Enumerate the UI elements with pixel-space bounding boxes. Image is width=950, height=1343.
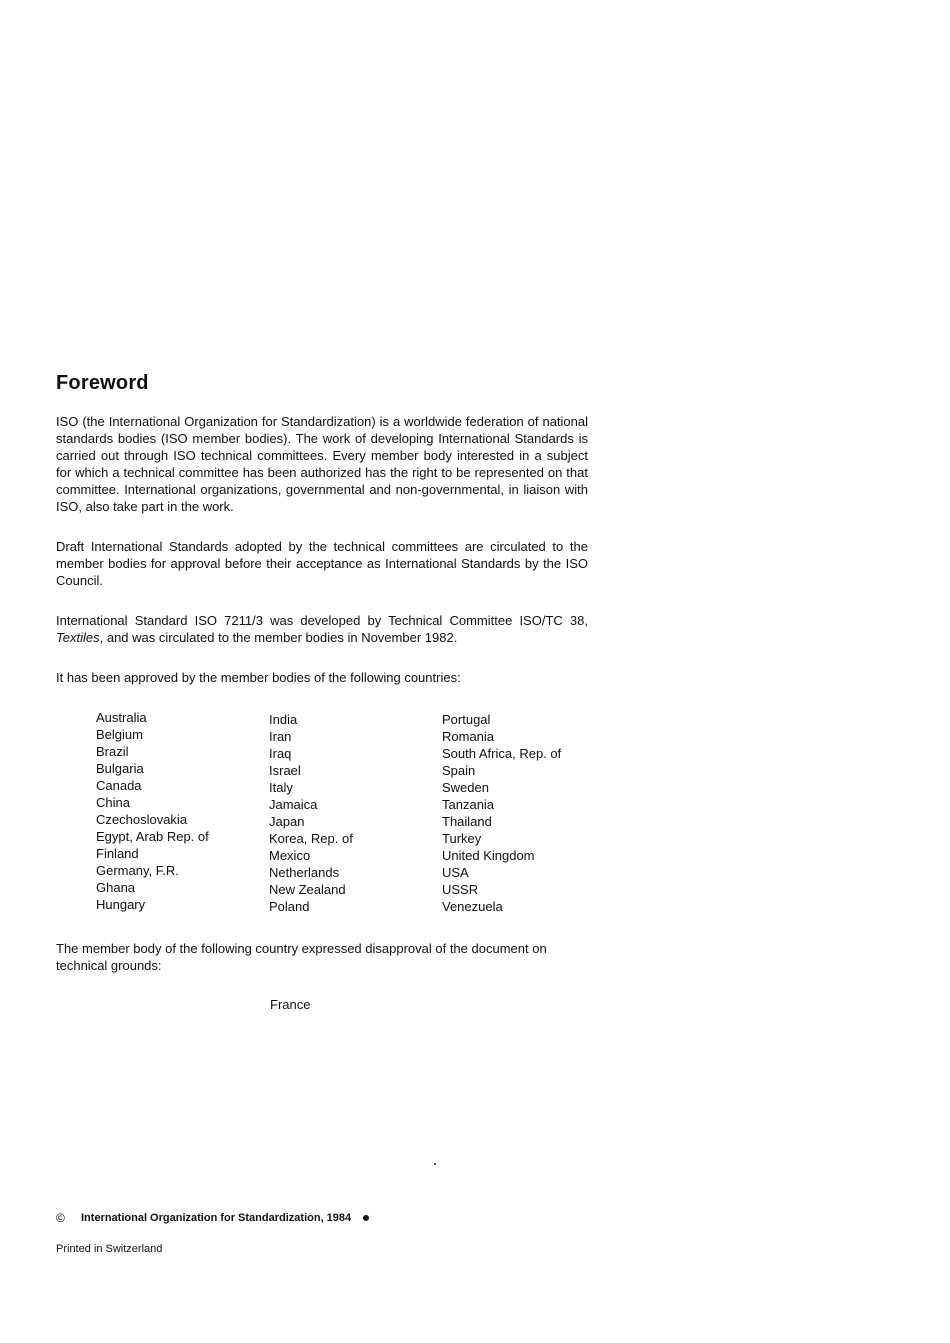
paragraph-development [56,612,588,646]
country-item: China [96,795,130,810]
development-text-end: , and was circulated to the member bodies in November 1982. [99,630,458,645]
country-item: Canada [96,778,142,793]
country-item: Iraq [269,746,292,761]
country-item: United Kingdom [442,848,535,863]
country-item: Venezuela [442,899,503,914]
country-item: Germany, F.R. [96,863,179,878]
country-item: Belgium [96,727,143,742]
page-footer [56,1211,656,1255]
country-item: Italy [269,780,293,795]
country-item: Ghana [96,880,136,895]
country-item: Poland [269,899,310,914]
foreword-section [56,372,588,1012]
country-item: Portugal [442,712,491,727]
country-item: USA [442,865,469,880]
country-item: Netherlands [269,865,340,880]
country-item: Spain [442,763,476,778]
country-item: Sweden [442,780,489,795]
country-item: Korea, Rep. of [269,831,353,846]
disapproving-country: France [270,997,311,1012]
country-item: Romania [442,729,495,744]
countries-column-2 [269,711,442,915]
country-item: Turkey [442,831,482,846]
copyright-text: International Organization for Standardization, 1984 [81,1212,352,1224]
bullet-dot-icon [363,1215,369,1221]
country-item: Mexico [269,848,311,863]
country-item: Bulgaria [96,761,144,776]
committee-name: Textiles [56,630,100,645]
country-item: Israel [269,763,301,778]
copyright-icon: © [56,1211,65,1225]
country-item: Brazil [96,744,129,759]
country-item: Australia [96,710,147,725]
country-item: Iran [269,729,292,744]
printed-in: Printed in Switzerland [56,1243,163,1255]
country-item: Egypt, Arab Rep. of [96,829,209,844]
development-text-start: International Standard ISO 7211/3 was developed by Technical Committee ISO/TC 38, [56,613,588,628]
countries-column-1 [96,709,269,915]
country-item: Finland [96,846,139,861]
disapproval-intro: The member body of the following country expressed disapproval of the document on technical grounds: [56,941,547,973]
country-item: Japan [269,814,305,829]
country-item: South Africa, Rep. of [442,746,562,761]
print-speck [434,1163,436,1165]
paragraph-iso-intro: ISO (the International Organization for Standardization) is a worldwide federation of national standards bodies (ISO member bodies). The work of developing International Standards is carried out through ISO technical committees. Every member body interested in a subject for which a technical committee has been authorized has the right to be represented on that committee. International organizations, governmental and non-governmental, in liaison with ISO, also take part in the work. [56,414,588,514]
country-item: New Zealand [269,882,346,897]
country-item: Thailand [442,814,492,829]
countries-column-3 [442,711,602,915]
paragraph-draft-standards: Draft International Standards adopted by the technical committees are circulated to the member bodies for approval before their acceptance as International Standards by the ISO Council. [56,539,588,588]
approving-countries-list [96,709,588,915]
country-item: Hungary [96,897,146,912]
country-item: Czechoslovakia [96,812,188,827]
country-item: Tanzania [442,797,495,812]
country-item: USSR [442,882,479,897]
page-title: Foreword [56,372,149,394]
country-item: India [269,712,298,727]
country-item: Jamaica [269,797,318,812]
approval-intro: It has been approved by the member bodies of the following countries: [56,670,461,685]
copyright-line [56,1211,656,1225]
